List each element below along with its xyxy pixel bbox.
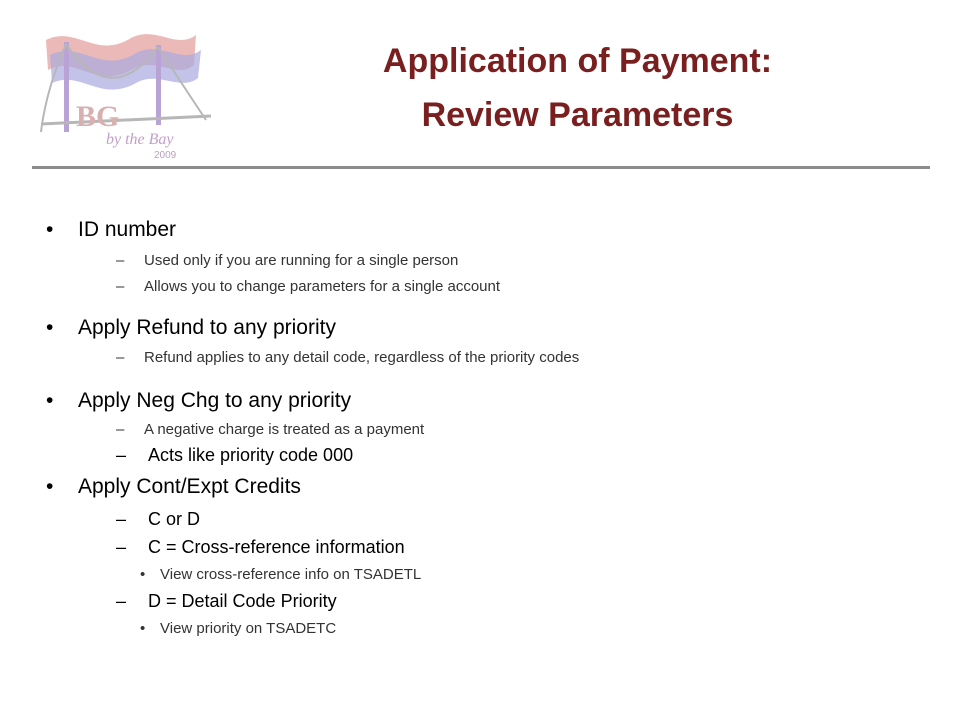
dash-icon: – <box>116 537 127 557</box>
sub-item <box>116 278 500 295</box>
dash-icon: – <box>116 252 125 269</box>
bullet-text: Apply Neg Chg to any priority <box>78 389 352 412</box>
sub-item <box>116 252 458 269</box>
sub-item-text: Allows you to change parameters for a single account <box>144 278 501 295</box>
sub-item-text: Used only if you are running for a single person <box>144 252 459 269</box>
title-line-1: Application of Payment: <box>382 42 773 80</box>
sub-item-text: C or D <box>148 509 201 529</box>
bullet-item-apply-neg-chg <box>46 389 351 413</box>
bullet-icon: • <box>46 475 54 498</box>
sub-item-text: Refund applies to any detail code, regardless of the priority codes <box>144 349 580 366</box>
bullet-item-apply-cont-expt <box>46 475 301 499</box>
sub-item <box>116 509 200 530</box>
sub-item-text: C = Cross-reference information <box>148 537 405 557</box>
title-divider <box>32 166 930 169</box>
bullet-icon: • <box>46 218 54 241</box>
sub-sub-item <box>140 566 421 583</box>
bullet-item-id-number <box>46 218 176 242</box>
slide-title <box>250 34 905 142</box>
bullet-icon: • <box>140 620 146 637</box>
sub-item <box>116 537 405 558</box>
dash-icon: – <box>116 278 125 295</box>
sub-item-text: Acts like priority code 000 <box>148 445 354 465</box>
sub-item-text: A negative charge is treated as a payment <box>144 421 425 438</box>
dash-icon: – <box>116 445 127 465</box>
bullet-text: ID number <box>78 218 177 241</box>
bullet-icon: • <box>46 316 54 339</box>
title-line-2: Review Parameters <box>421 96 734 134</box>
sub-sub-item-text: View cross-reference info on TSADETL <box>160 566 422 583</box>
logo-text-year: 2009 <box>154 150 177 160</box>
bullet-text: Apply Cont/Expt Credits <box>78 475 301 498</box>
dash-icon: – <box>116 591 127 611</box>
sub-item <box>116 421 424 438</box>
dash-icon: – <box>116 349 125 366</box>
dash-icon: – <box>116 509 127 529</box>
golden-gate-bridge-logo-icon <box>36 20 216 160</box>
sub-item <box>116 445 353 466</box>
bullet-icon: • <box>140 566 146 583</box>
bullet-text: Apply Refund to any priority <box>78 316 336 339</box>
sub-sub-item-text: View priority on TSADETC <box>160 620 337 637</box>
sub-item-text: D = Detail Code Priority <box>148 591 337 611</box>
sub-item <box>116 591 337 612</box>
logo-text-by: by the Bay <box>106 131 174 148</box>
sub-sub-item <box>140 620 336 637</box>
bullet-item-apply-refund <box>46 316 336 340</box>
bullet-icon: • <box>46 389 54 412</box>
dash-icon: – <box>116 421 125 438</box>
logo-text-main: BG <box>76 100 120 133</box>
sub-item <box>116 349 579 366</box>
